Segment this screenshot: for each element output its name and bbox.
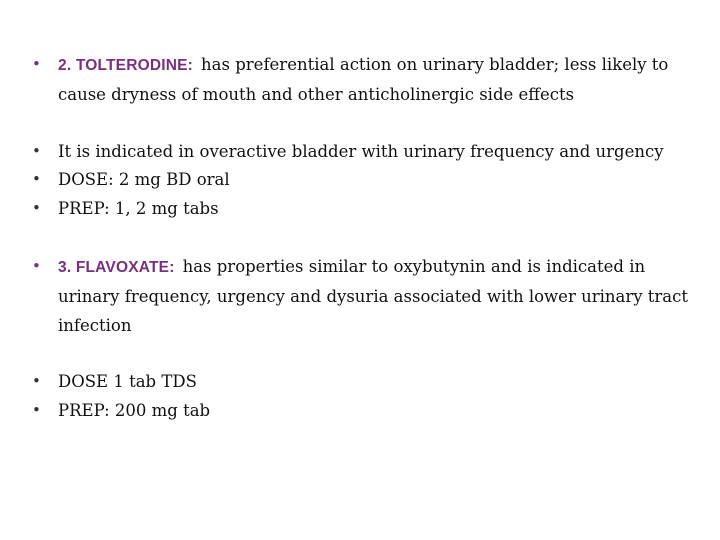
bullet-icon: •	[32, 372, 41, 390]
dose-text: DOSE: 2 mg BD oral	[58, 170, 230, 189]
bullet-text	[58, 50, 688, 109]
indication-text: It is indicated in overactive bladder with urinary frequency and urgency	[58, 142, 664, 161]
prep-text-2: PREP: 200 mg tab	[58, 401, 211, 420]
flavoxate-description: has properties similar to oxybutynin and is indicated in urinary frequency, urgency and dysuria associated with lower urinary tract infection	[58, 257, 689, 335]
bullet-icon: •	[32, 401, 41, 419]
dose-text-2: DOSE 1 tab TDS	[58, 372, 197, 391]
bullet-icon: •	[32, 199, 41, 217]
bullet-text	[58, 252, 688, 340]
bullet-icon: •	[32, 257, 41, 275]
drug-name-tolterodine: 2. TOLTERODINE:	[58, 57, 194, 74]
bullet-icon: •	[32, 142, 41, 160]
bullet-icon: •	[32, 170, 41, 188]
drug-name-flavoxate: 3. FLAVOXATE:	[58, 259, 175, 276]
tolterodine-description: has preferential action on urinary bladder; less likely to cause dryness of mouth and other anticholinergic side effects	[58, 55, 669, 104]
prep-text: PREP: 1, 2 mg tabs	[58, 199, 219, 218]
bullet-icon: •	[32, 55, 41, 73]
